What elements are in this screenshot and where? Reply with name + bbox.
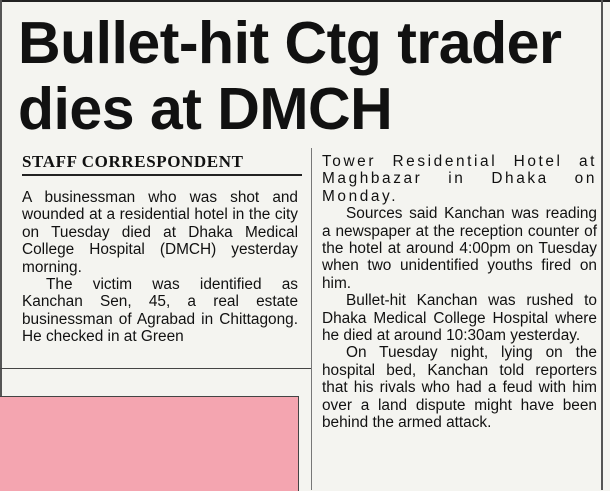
top-rule xyxy=(0,0,610,2)
headline: Bullet-hit Ctg trader dies at DMCH xyxy=(18,10,562,142)
paragraph: Tower Residential Hotel at Maghbazar in Dhaka on Monday. xyxy=(322,153,597,205)
right-rule xyxy=(601,0,603,490)
paragraph: The victim was identified as Kanchan Sen, 45, a real estate businessman of Agrabad in Chittagong. He checked in at Green xyxy=(22,276,298,346)
article-column-2 xyxy=(322,153,597,432)
paragraph: A businessman who was shot and wounded at a residential hotel in the city on Tuesday died at Dhaka Medical College Hospital (DMCH) yesterday morning. xyxy=(22,189,298,276)
paragraph: On Tuesday night, lying on the hospital bed, Kanchan told reporters that his rivals who had a feud with him over a land dispute might have been behind the armed attack. xyxy=(322,344,597,432)
article-column-1 xyxy=(22,189,298,346)
column-divider xyxy=(311,148,312,490)
byline: STAFF CORRESPONDENT xyxy=(22,152,302,176)
adjacent-story-box xyxy=(0,396,299,491)
paragraph: Sources said Kanchan was reading a newspaper at the reception counter of the hotel at around 4:00pm on Tuesday when two unidentified youths fired on him. xyxy=(322,205,597,292)
paragraph: Bullet-hit Kanchan was rushed to Dhaka Medical College Hospital where he died at around 10:30am yesterday. xyxy=(322,292,597,345)
section-band xyxy=(0,368,311,381)
